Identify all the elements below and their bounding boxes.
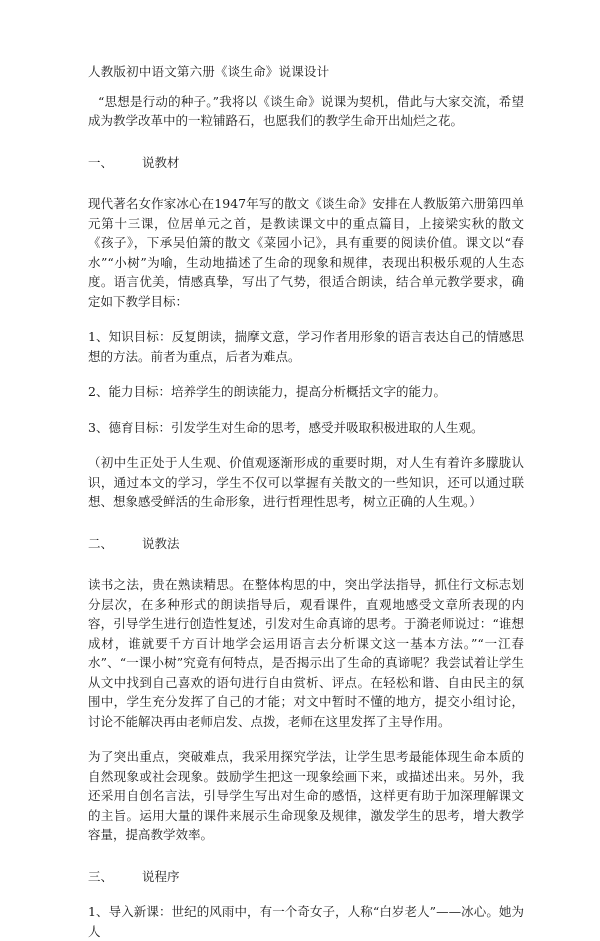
- textbook-paragraph: 现代著名女作家冰心在1947年写的散文《谈生命》安排在人教版第六册第四单元第十三课，位居单元之首，是教读课文中的重点篇目，上接梁实秋的散文《孩子》，下承吴伯箫的散文《菜园小记》，具有重要的阅读价值。课文以“春水”“小树”为喻，生动地描述了生命的现象和规律，表现出积极乐观的人生态度。语言优美，情感真挚，写出了气势，很适合朗读，结合单元教学要求，确定如下教学目标：: [88, 196, 524, 309]
- moral-goal: 3、德育目标：引发学生对生命的思考，感受并吸取积极进取的人生观。: [88, 419, 484, 435]
- goal-note: （初中生正处于人生观、价值观逐渐形成的重要时期，对人生有着许多朦胧认识，通过本文的学习，学生不仅可以掌握有关散文的一些知识，还可以通过联想、想象感受鲜活的生命形象，进行哲理性思考，树立正确的人生观。）: [88, 455, 524, 509]
- section-heading-3: [88, 867, 524, 887]
- document-title: 人教版初中语文第六册《谈生命》说课设计: [88, 64, 330, 79]
- procedure-paragraph-1: 1、导入新课：世纪的风雨中，有一个奇女子，人称“白岁老人”——冰心。她为人: [88, 904, 524, 939]
- method-paragraph-1: 读书之法，贵在熟读精思。在整体构思的中，突出学法指导，抓住行文标志划分层次，在多种形式的朗读指导后，观看课件，直观地感受文章所表现的内容，引导学生进行创造性复述，引发对生命真谛的思考。于漪老师说过：“谁想成材，谁就要千方百计地学会运用语言去分析课文这一基本方法。”“一江春水”、“一课小树”究竟有何特点，是否揭示出了生命的真谛呢？我尝试着让学生从文中找到自己喜欢的语句进行自由赏析、评点。在轻松和谐、自由民主的氛围中，学生充分发挥了自己的才能；对文中暂时不懂的地方，提交小组讨论，讨论不能解决再由老师启发、点拨，老师在这里发挥了主导作用。: [88, 577, 524, 729]
- document-page: [88, 62, 524, 941]
- section-title: 说教法: [142, 535, 180, 551]
- ability-goal: 2、能力目标：培养学生的朗读能力，提高分析概括文字的能力。: [88, 384, 446, 399]
- section-number: 二、: [88, 535, 114, 551]
- knowledge-goal: 1、知识目标：反复朗读，揣摩文意，学习作者用形象的语言表达自己的情感思想的方法。前者为重点，后者为难点。: [88, 329, 524, 364]
- section-title: 说程序: [142, 868, 180, 884]
- section-number: 一、: [88, 154, 114, 170]
- section-heading-1: [88, 153, 524, 173]
- section-number: 三、: [88, 868, 114, 884]
- intro-paragraph: “思想是行动的种子。”我将以《谈生命》说课为契机，借此与大家交流，希望成为教学改革中的一粒铺路石，也愿我们的教学生命开出灿烂之花。: [88, 93, 524, 128]
- method-paragraph-2: 为了突出重点，突破难点，我采用探究学法，让学生思考最能体现生命本质的自然现象或社会现象。鼓励学生把这一现象绘画下来，或描述出来。另外，我还采用自创名言法，引导学生写出对生命的感悟，这样更有助于加深理解课文的主旨。运用大量的课件来展示生命现象及规律，激发学生的思考，增大教学容量，提高教学效率。: [88, 749, 524, 842]
- section-title: 说教材: [142, 154, 180, 170]
- section-heading-2: [88, 534, 524, 554]
